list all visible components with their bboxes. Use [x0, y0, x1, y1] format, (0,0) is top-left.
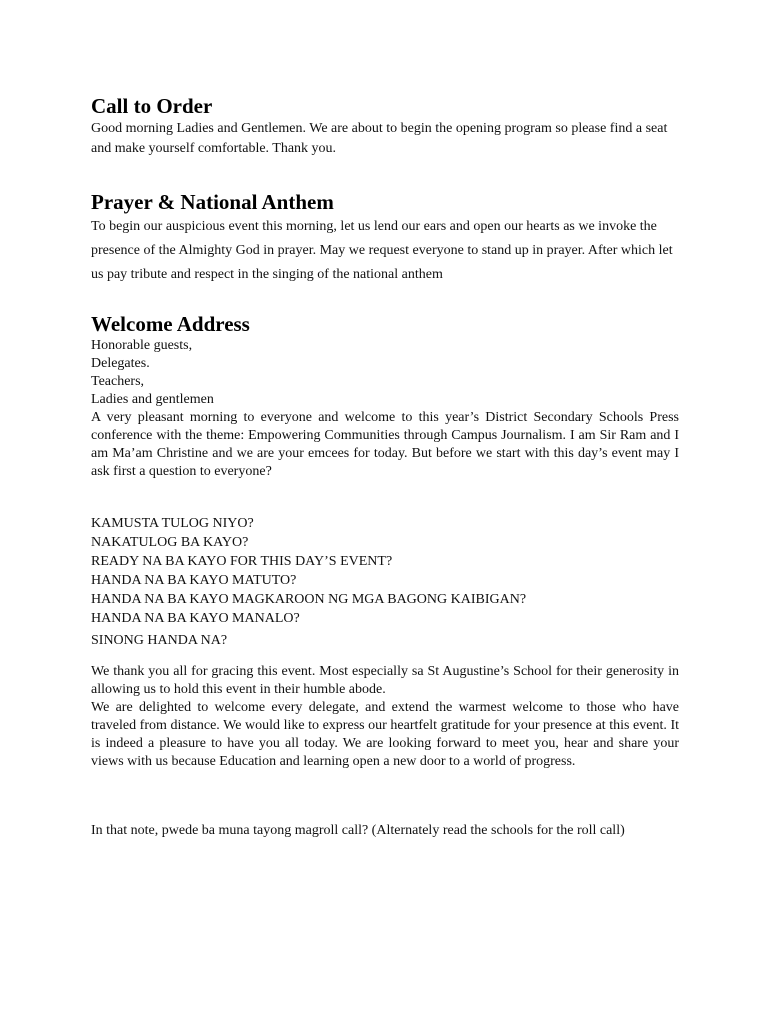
call-to-order-section — [91, 93, 679, 159]
prayer-heading: Prayer & National Anthem — [91, 190, 334, 214]
thanks-paragraph: We thank you all for gracing this event. Most especially sa St Augustine’s School for their generosity in allowing us to hold this event in their humble abode. — [91, 664, 679, 697]
question-line: KAMUSTA TULOG NIYO? — [91, 516, 254, 531]
salutation-line: Teachers, — [91, 374, 145, 389]
questions-list — [91, 514, 679, 650]
question-line: HANDA NA BA KAYO MANALO? — [91, 611, 300, 626]
question-line: HANDA NA BA KAYO MATUTO? — [91, 573, 297, 588]
welcome-intro-paragraph: A very pleasant morning to everyone and welcome to this year’s District Secondary Schools Press conference with the theme: Empowering Communities through Campus Journalism. I am Sir Ram and I am Ma’am Christine and we are your emcees for today. But before we start with this day’s event may I ask first a question to everyone? — [91, 410, 679, 479]
welcome-heading: Welcome Address — [91, 312, 250, 336]
call-to-order-body: Good morning Ladies and Gentlemen. We are about to begin the opening program so please find a seat and make yourself comfortable. Thank you. — [91, 121, 668, 156]
prayer-section — [91, 189, 679, 287]
question-line: HANDA NA BA KAYO MAGKAROON NG MGA BAGONG KAIBIGAN? — [91, 592, 527, 607]
question-line: NAKATULOG BA KAYO? — [91, 535, 249, 550]
salutation-line: Honorable guests, — [91, 338, 193, 353]
question-line: READY NA BA KAYO FOR THIS DAY’S EVENT? — [91, 554, 393, 569]
question-line: SINONG HANDA NA? — [91, 633, 228, 648]
salutation-line: Delegates. — [91, 356, 150, 371]
prayer-body: To begin our auspicious event this morning, let us lend our ears and open our hearts as we invoke the presence of the Almighty God in prayer. May we request everyone to stand up in prayer. After which let us pay tribute and respect in the singing of the national anthem — [91, 219, 673, 282]
delighted-paragraph: We are delighted to welcome every delegate, and extend the warmest welcome to those who have traveled from distance. We would like to express our heartfelt gratitude for your presence at this event. It is indeed a pleasure to have you all today. We are looking forward to meet you, hear and share your views with us because Education and learning open a new door to a world of progress. — [91, 700, 679, 769]
salutation-line: Ladies and gentlemen — [91, 392, 214, 407]
call-to-order-heading: Call to Order — [91, 94, 213, 118]
thanks-block — [91, 663, 679, 771]
roll-call-paragraph: In that note, pwede ba muna tayong magroll call? (Alternately read the schools for the roll call) — [91, 823, 625, 838]
welcome-address-section — [91, 311, 679, 481]
